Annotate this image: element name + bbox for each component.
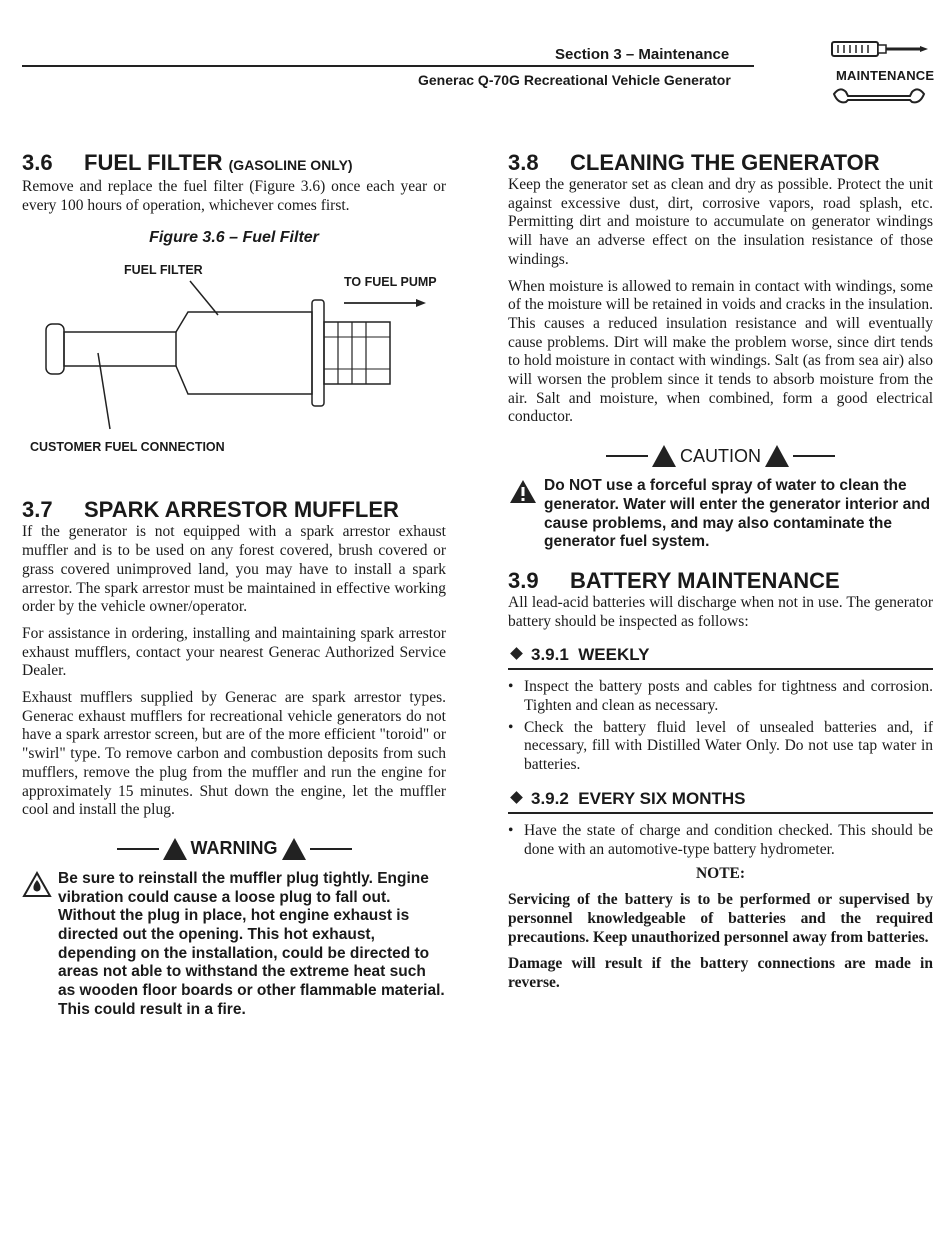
figure-caption: Figure 3.6 – Fuel Filter — [149, 229, 319, 247]
section-title-text: CLEANING THE GENERATOR — [570, 150, 880, 175]
note-paragraph-2: Damage will result if the battery connections are made in reverse. — [508, 955, 933, 992]
fuel-filter-drawing — [22, 257, 446, 467]
caution-block — [508, 477, 933, 552]
battery-intro-paragraph: All lead-acid batteries will discharge when not in use. The generator battery should be inspected as follows: — [508, 593, 933, 630]
maintenance-label: MAINTENANCE — [836, 68, 935, 83]
weekly-list — [508, 678, 933, 775]
subsection-number: 3.9.2 — [531, 788, 569, 808]
spark-arrestor-paragraph-3: Exhaust mufflers supplied by Generac are spark arrestor types. Generac exhaust mufflers for recreational vehicle generators do not have a spark arrestor screen, but are of the more efficient "toroid" or "swirl" type. To remove carbon and combustion deposits from such mufflers, remove the plug from the muffler and run the engine for approximately 15 minutes. Shut down the engine, let the muffler cool and install the plug. — [22, 689, 446, 819]
subsection-title-text: EVERY SIX MONTHS — [578, 788, 746, 808]
spark-arrestor-paragraph-1: If the generator is not equipped with a spark arrestor exhaust muffler and is to be used on any forest covered, brush covered or grass covered unimproved land, you may have to install a spark arrestor. The spark arrestor must be maintained in effective working order by the vehicle owner/operator. — [22, 523, 446, 616]
subsection-3-9-1-title — [508, 645, 933, 670]
header-rule — [22, 65, 754, 67]
caution-text: Do NOT use a forceful spray of water to clean the generator. Water will enter the generator interior and cause problems, and may also contaminate the generator fuel system. — [544, 477, 931, 551]
diamond-bullet-icon — [510, 791, 523, 804]
diamond-bullet-icon — [510, 647, 523, 660]
label-fuel-filter: FUEL FILTER — [124, 263, 203, 278]
cleaning-paragraph-2: When moisture is allowed to remain in contact with windings, some of the moisture will be retained in voids and cracks in the insulation. This causes a reduced insulation resistance and will eventually cause problems. Dirt will make the problem worse, since dirt tends to hold moisture in contact with windings. Salt (as from sea air) also will worsen the problem since it tends to absorb moisture from the air. Salt and moisture, when combined, form a good electrical conductor. — [508, 277, 933, 426]
warning-heading — [22, 838, 446, 860]
list-item: • Have the state of charge and condition checked. This should be done with an automotive-type battery hydrometer. — [508, 822, 933, 859]
section-number: 3.6 — [22, 150, 53, 175]
subsection-number: 3.9.1 — [531, 645, 569, 665]
section-number: 3.9 — [508, 567, 539, 593]
label-to-fuel-pump: TO FUEL PUMP — [344, 275, 437, 290]
subsection-title-text: WEEKLY — [578, 645, 650, 665]
water-hazard-icon — [508, 477, 538, 507]
section-title-text: FUEL FILTER — [84, 150, 223, 175]
wrench-icon — [834, 89, 924, 102]
header-section-title: Section 3 – Maintenance — [555, 46, 730, 63]
section-subtitle: (GASOLINE ONLY) — [228, 157, 353, 173]
cleaning-paragraph-1: Keep the generator set as clean and dry as possible. Protect the unit against excessive dust, dirt, corrosive vapors, road splash, etc. Permitting dirt and moisture to accumulate on generator windings will have an adverse effect on the insulation resistance of those windings. — [508, 176, 933, 268]
note-heading: NOTE: — [695, 865, 746, 883]
caution-label: CAUTION — [680, 445, 761, 466]
section-3-7-title — [22, 497, 446, 523]
right-column — [508, 150, 933, 1001]
label-customer-fuel-connection: CUSTOMER FUEL CONNECTION — [30, 440, 225, 455]
warning-triangle-icon — [282, 838, 306, 860]
spark-arrestor-paragraph-2: For assistance in ordering, installing and maintaining spark arrestor exhaust mufflers, contact your nearest Generac Authorized Service Dealer. — [22, 624, 446, 680]
warning-triangle-icon — [163, 838, 187, 860]
list-item: • Inspect the battery posts and cables for tightness and corrosion. Tighten and clean as necessary. — [508, 678, 933, 715]
warning-text: Be sure to reinstall the muffler plug tightly. Engine vibration could cause a loose plug to fall out. Without the plug in place, hot engine exhaust is directed out the opening. This hot exhaust, depending on the installation, could be directed to areas not able to withstand the extreme heat such as wooden floor boards or other flammable material. This could result in a fire. — [58, 869, 445, 1018]
fire-hazard-icon — [22, 870, 52, 900]
subsection-3-9-2-title — [508, 789, 933, 814]
section-title-text: SPARK ARRESTOR MUFFLER — [84, 497, 399, 523]
screwdriver-icon — [832, 42, 928, 56]
fuel-filter-figure — [22, 257, 446, 467]
section-3-6-title — [22, 150, 446, 178]
section-3-9-title — [508, 568, 933, 594]
list-item: • Check the battery fluid level of unsealed batteries and, if necessary, fill with Distilled Water Only. Do not use tap water in batteries. — [508, 719, 933, 775]
caution-triangle-icon — [765, 445, 789, 467]
header-product-name: Generac Q-70G Recreational Vehicle Generator — [418, 72, 731, 88]
section-number: 3.8 — [508, 150, 539, 175]
caution-heading — [508, 445, 933, 467]
caution-triangle-icon — [652, 445, 676, 467]
six-months-list — [508, 822, 933, 859]
note-paragraph-1: Servicing of the battery is to be performed or supervised by personnel knowledgeable of batteries and the required precautions. Keep unauthorized personnel away from batteries. — [508, 891, 933, 946]
left-column — [22, 150, 446, 1020]
fuel-filter-paragraph: Remove and replace the fuel filter (Figure 3.6) once each year or every 100 hours of operation, whichever comes first. — [22, 178, 446, 214]
section-number: 3.7 — [22, 497, 53, 523]
warning-block — [22, 870, 446, 1020]
warning-label: WARNING — [190, 838, 278, 859]
section-3-8-title — [508, 150, 933, 176]
section-title-text: BATTERY MAINTENANCE — [570, 567, 840, 593]
